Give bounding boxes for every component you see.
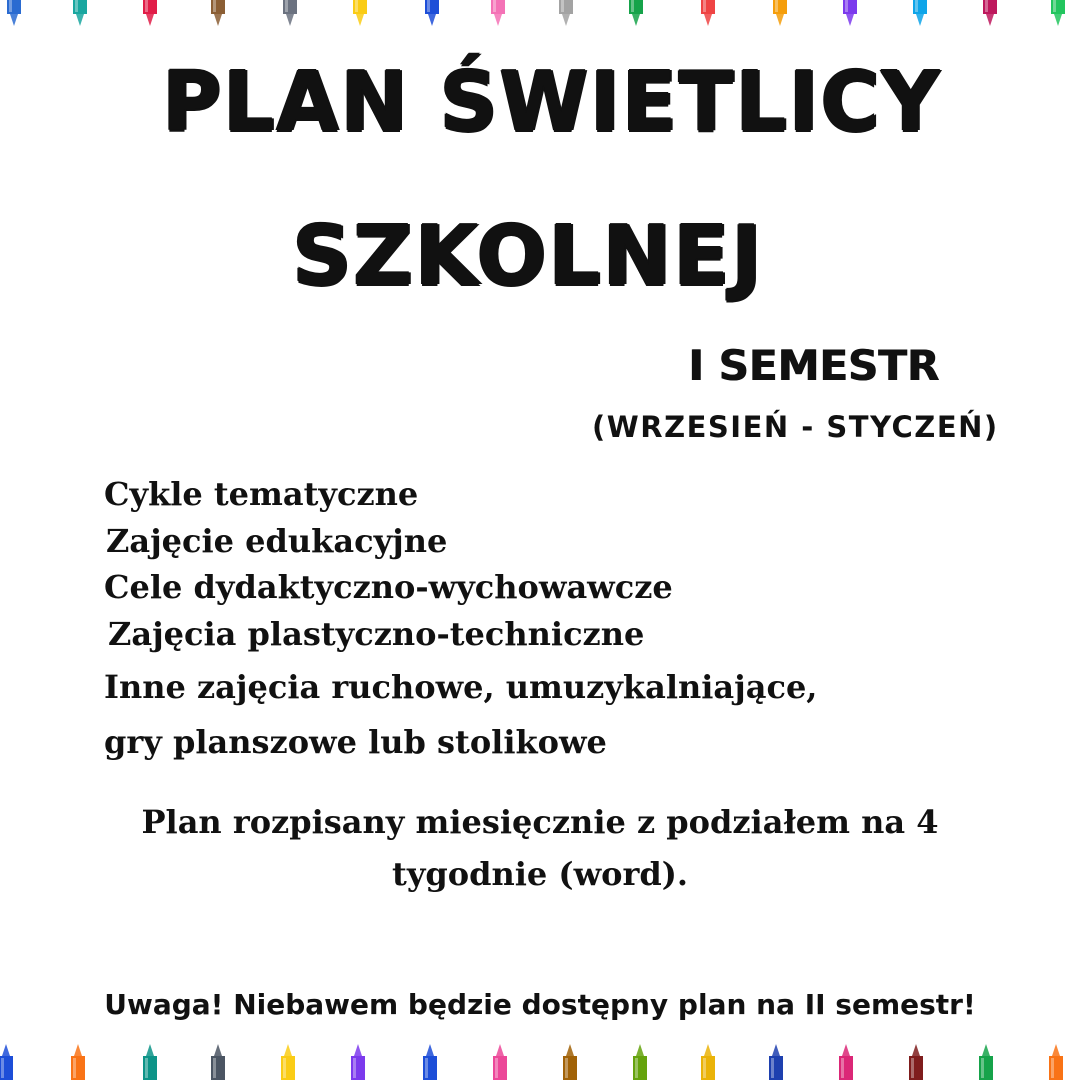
plan-description-line-1: Plan rozpisany miesięcznie z podziałem na 4 bbox=[141, 803, 939, 841]
list-item: Inne zajęcia ruchowe, umuzykalniające, bbox=[104, 668, 818, 706]
crayon-icon bbox=[421, 1044, 439, 1080]
list-item: Cykle tematyczne bbox=[104, 475, 419, 513]
crayon-icon bbox=[837, 1044, 855, 1080]
crayon-icon bbox=[1047, 1044, 1065, 1080]
crayon-icon bbox=[907, 1044, 925, 1080]
list-item: Cele dydaktyczno-wychowawcze bbox=[104, 568, 673, 606]
list-item: gry planszowe lub stolikowe bbox=[104, 723, 607, 761]
crayon-icon bbox=[981, 0, 999, 26]
crayon-icon bbox=[279, 1044, 297, 1080]
crayon-icon bbox=[631, 1044, 649, 1080]
top-crayon-border bbox=[0, 0, 1080, 30]
crayon-icon bbox=[627, 0, 645, 26]
page-title-line-2: SZKOLNEJ bbox=[292, 209, 764, 304]
crayon-icon bbox=[977, 1044, 995, 1080]
crayon-icon bbox=[841, 0, 859, 26]
crayon-icon bbox=[141, 1044, 159, 1080]
crayon-icon bbox=[5, 0, 23, 26]
crayon-icon bbox=[1049, 0, 1067, 26]
crayon-icon bbox=[0, 1044, 15, 1080]
crayon-icon bbox=[771, 0, 789, 26]
plan-description-line-2: tygodnie (word). bbox=[392, 855, 688, 893]
crayon-icon bbox=[489, 0, 507, 26]
page-title-line-1: PLAN ŚWIETLICY bbox=[162, 55, 942, 150]
crayon-icon bbox=[351, 0, 369, 26]
crayon-icon bbox=[209, 1044, 227, 1080]
crayon-icon bbox=[561, 1044, 579, 1080]
crayon-icon bbox=[699, 0, 717, 26]
crayon-icon bbox=[69, 1044, 87, 1080]
semester-months: (WRZESIEŃ - STYCZEŃ) bbox=[592, 410, 999, 444]
list-item: Zajęcie edukacyjne bbox=[106, 522, 448, 560]
crayon-icon bbox=[491, 1044, 509, 1080]
plan-description bbox=[110, 796, 970, 900]
crayon-icon bbox=[557, 0, 575, 26]
semester-heading: I SEMESTR bbox=[688, 341, 939, 390]
crayon-icon bbox=[349, 1044, 367, 1080]
footer-notice: Uwaga! Niebawem będzie dostępny plan na II semestr! bbox=[104, 988, 976, 1021]
crayon-icon bbox=[209, 0, 227, 26]
crayon-icon bbox=[911, 0, 929, 26]
bottom-crayon-border bbox=[0, 1044, 1080, 1084]
crayon-icon bbox=[281, 0, 299, 26]
crayon-icon bbox=[141, 0, 159, 26]
crayon-icon bbox=[699, 1044, 717, 1080]
crayon-icon bbox=[423, 0, 441, 26]
list-item: Zajęcia plastyczno-techniczne bbox=[108, 615, 645, 653]
crayon-icon bbox=[71, 0, 89, 26]
crayon-icon bbox=[767, 1044, 785, 1080]
